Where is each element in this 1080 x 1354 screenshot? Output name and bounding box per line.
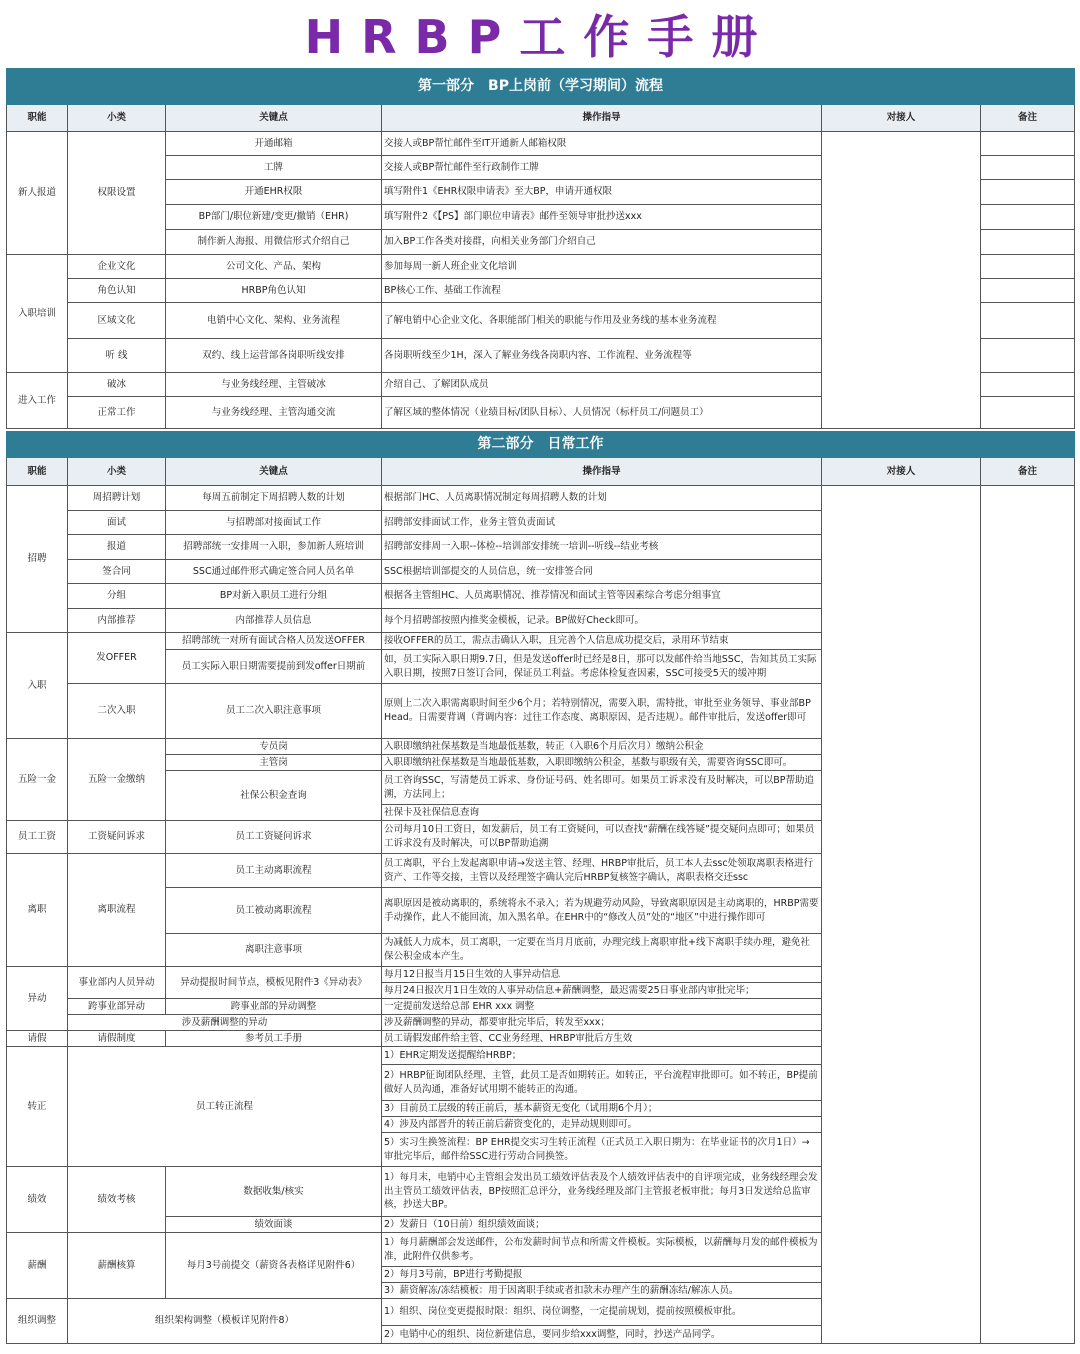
guide-cell: 介绍自己、了解团队成员 <box>382 373 822 397</box>
sub-cell: 破冰 <box>68 373 166 397</box>
guide-cell: 2）发薪日（10日前）组织绩效面谈； <box>382 1217 822 1233</box>
guide-cell: 参加每周一新人班企业文化培训 <box>382 255 822 279</box>
note-cell <box>981 180 1075 205</box>
func-cell: 五险一金 <box>7 739 68 821</box>
note-cell <box>981 373 1075 397</box>
key-cell: 与业务线经理、主管破冰 <box>166 373 382 397</box>
sub-cell: 薪酬核算 <box>68 1233 166 1299</box>
guide-cell: 公司每月10日工资日，如发薪后，员工有工资疑问，可以查找“薪酬在线答疑”提交疑问点即可；如果员工诉求没有及时解决，可以BP帮助追溯 <box>382 821 822 854</box>
guide-cell: 入职即缴纳社保基数是当地最低基数，转正（入职6个月后次月）缴纳公积金 <box>382 739 822 755</box>
guide-cell: 了解电销中心企业文化、各职能部门相关的职能与作用及业务线的基本业务流程 <box>382 303 822 339</box>
col-header: 小类 <box>68 458 166 486</box>
note-cell <box>981 303 1075 339</box>
key-cell: 异动提报时间节点，模板见附件3《异动表》 <box>166 967 382 999</box>
key-cell: 绩效面谈 <box>166 1217 382 1233</box>
key-cell: 电销中心文化、架构、业务流程 <box>166 303 382 339</box>
guide-cell: 接收OFFER的员工，需点击确认入职，且完善个人信息成功提交后，录用环节结束 <box>382 633 822 650</box>
contact-cell <box>822 486 981 1344</box>
guide-cell: 如，员工实际入职日期9.7日，但是发送offer时已经是8日，那可以发邮件给当地SSC，告知其员工实际入职日期，按照7日签订合同，保证员工利益。考虑体检复查因素，SSC可接受5天的缓冲期 <box>382 650 822 684</box>
sub-cell: 发OFFER <box>68 633 166 684</box>
section-title: 第一部分 BP上岗前（学习期间）流程 <box>7 69 1075 105</box>
guide-cell: 招聘部安排面试工作，业务主管负责面试 <box>382 511 822 535</box>
func-cell: 员工工资 <box>7 821 68 854</box>
key-cell: SSC通过邮件形式确定签合同人员名单 <box>166 560 382 584</box>
sub-cell: 权限设置 <box>68 132 166 255</box>
sub-cell: 分组 <box>68 584 166 609</box>
key-cell: 参考员工手册 <box>166 1031 382 1047</box>
guide-cell: 离职原因是被动离职的，系统将永不录入；若为规避劳动风险，导致离职原因是主动离职的，HRBP需要手动操作，此人不能回流，加入黑名单。在EHR中的“修改人员”处的“地区”中进行操作即可 <box>382 888 822 934</box>
key-cell: 员工实际入职日期需要提前到发offer日期前 <box>166 650 382 684</box>
sub-cell: 报道 <box>68 535 166 560</box>
func-cell: 离职 <box>7 854 68 967</box>
col-header: 对接人 <box>822 458 981 486</box>
sub-cell: 五险一金缴纳 <box>68 739 166 821</box>
note-cell <box>981 205 1075 230</box>
key-cell: 每周五前制定下周招聘人数的计划 <box>166 486 382 511</box>
col-header: 备注 <box>981 458 1075 486</box>
func-cell: 请假 <box>7 1031 68 1047</box>
note-cell <box>981 230 1075 255</box>
part1-table <box>6 68 1075 429</box>
sub-cell: 事业部内人员异动 <box>68 967 166 999</box>
key-cell: 开通邮箱 <box>166 132 382 156</box>
key-cell: 制作新人海报、用微信形式介绍自己 <box>166 230 382 255</box>
key-cell: 每月3号前提交（薪资各表格详见附件6） <box>166 1233 382 1299</box>
key-cell: 涉及薪酬调整的异动 <box>68 1015 382 1031</box>
key-cell: 离职注意事项 <box>166 934 382 967</box>
guide-cell: 招聘部安排周一入职--体检--培训部安排统一培训--听线--结业考核 <box>382 535 822 560</box>
func-cell: 绩效 <box>7 1167 68 1233</box>
guide-cell: 社保卡及社保信息查询 <box>382 805 822 821</box>
func-cell: 入职培训 <box>7 255 68 373</box>
key-cell: 员工工资疑问诉求 <box>166 821 382 854</box>
sub-cell: 跨事业部异动 <box>68 999 166 1015</box>
sub-cell: 面试 <box>68 511 166 535</box>
guide-cell: BP核心工作、基础工作流程 <box>382 279 822 303</box>
key-cell: 专员岗 <box>166 739 382 755</box>
func-cell: 进入工作 <box>7 373 68 429</box>
note-cell <box>981 279 1075 303</box>
guide-cell: 1）每月末，电销中心主管组会发出员工绩效评估表及个人绩效评估表中的自评项完成，业务线经理会发出主管员工绩效评估表，BP按照汇总评分，业务线经理及部门主管报老板审批；每月3日发送给总监审核，抄送大BP。 <box>382 1167 822 1217</box>
sub-cell: 二次入职 <box>68 684 166 739</box>
sub-cell: 绩效考核 <box>68 1167 166 1233</box>
guide-cell: 3）目前员工层级的转正前后，基本薪资无变化（试用期6个月）； <box>382 1101 822 1117</box>
sub-cell: 签合同 <box>68 560 166 584</box>
guide-cell: 根据各主管组HC、人员离职情况、推荐情况和面试主管等因素综合考虑分组事宜 <box>382 584 822 609</box>
key-cell: 员工转正流程 <box>68 1047 382 1167</box>
guide-cell: 2）HRBP征询团队经理、主管，此员工是否如期转正。如转正，平台流程审批即可。如不转正，BP提前做好人员沟通，准备好试用期不能转正的沟通。 <box>382 1065 822 1101</box>
guide-cell: 3）薪资解冻/冻结模板：用于因离职手续或者扣款未办理产生的薪酬冻结/解冻人员。 <box>382 1283 822 1299</box>
note-cell <box>981 255 1075 279</box>
key-cell: 公司文化、产品、架构 <box>166 255 382 279</box>
note-cell <box>981 156 1075 180</box>
col-header: 操作指导 <box>382 105 822 132</box>
part2-table <box>6 431 1075 1344</box>
func-cell: 招聘 <box>7 486 68 633</box>
key-cell: 员工主动离职流程 <box>166 854 382 888</box>
func-cell: 新人报道 <box>7 132 68 255</box>
col-header: 职能 <box>7 458 68 486</box>
contact-cell <box>822 132 981 429</box>
col-header: 操作指导 <box>382 458 822 486</box>
key-cell: 员工被动离职流程 <box>166 888 382 934</box>
sub-cell: 角色认知 <box>68 279 166 303</box>
key-cell: 开通EHR权限 <box>166 180 382 205</box>
sub-cell: 区域文化 <box>68 303 166 339</box>
guide-cell: 涉及薪酬调整的异动，都要审批完毕后，转发至xxx； <box>382 1015 822 1031</box>
key-cell: 主管岗 <box>166 755 382 771</box>
guide-cell: 交接人或BP帮忙邮件至IT开通新人邮箱权限 <box>382 132 822 156</box>
guide-cell: 1）每月薪酬部会发送邮件，公布发薪时间节点和所需文件模板。实际模板，以薪酬每月发的邮件模板为准，此附件仅供参考。 <box>382 1233 822 1267</box>
key-cell: 与招聘部对接面试工作 <box>166 511 382 535</box>
key-cell: 内部推荐人员信息 <box>166 609 382 633</box>
guide-cell: 一定提前发送给总部 EHR xxx 调整 <box>382 999 822 1015</box>
col-header: 关键点 <box>166 458 382 486</box>
sub-cell: 内部推荐 <box>68 609 166 633</box>
guide-cell: 每个月招聘部按照内推奖金模板，记录。BP做好Check即可。 <box>382 609 822 633</box>
guide-cell: 4）涉及内部晋升的转正前后薪资变化的，走异动规则即可。 <box>382 1117 822 1133</box>
guide-cell: 加入BP工作各类对接群，向相关业务部门介绍自己 <box>382 230 822 255</box>
guide-cell: 交接人或BP帮忙邮件至行政制作工牌 <box>382 156 822 180</box>
note-cell <box>981 339 1075 373</box>
guide-cell: 2）每月3号前，BP进行考勤提报 <box>382 1267 822 1283</box>
col-header: 对接人 <box>822 105 981 132</box>
guide-cell: 为减低人力成本，员工离职，一定要在当月月底前，办理完线上离职审批+线下离职手续办理，避免社保公积金成本产生。 <box>382 934 822 967</box>
key-cell: 双约、线上运营部各岗职听线安排 <box>166 339 382 373</box>
func-cell: 入职 <box>7 633 68 739</box>
key-cell: HRBP角色认知 <box>166 279 382 303</box>
guide-cell: 了解区域的整体情况（业绩目标/团队目标）、人员情况（标杆员工/问题员工） <box>382 397 822 429</box>
func-cell: 异动 <box>7 967 68 1031</box>
col-header: 备注 <box>981 105 1075 132</box>
sub-cell: 正常工作 <box>68 397 166 429</box>
note-cell <box>981 132 1075 156</box>
key-cell: 招聘部统一安排周一入职，参加新人班培训 <box>166 535 382 560</box>
guide-cell: 每月12日报当月15日生效的人事异动信息 <box>382 967 822 983</box>
guide-cell: 填写附件2《【PS】部门职位申请表》邮件至领导审批抄送xxx <box>382 205 822 230</box>
guide-cell: 员工咨询SSC，写清楚员工诉求、身份证号码、姓名即可。如果员工诉求没有及时解决，可以BP帮助追溯，方法同上； <box>382 771 822 805</box>
key-cell: 组织架构调整（模板详见附件8） <box>68 1299 382 1344</box>
key-cell: BP部门/职位新建/变更/撤销（EHR) <box>166 205 382 230</box>
guide-cell: 每月24日报次月1日生效的人事异动信息+薪酬调整，最迟需要25日事业部内审批完毕； <box>382 983 822 999</box>
sub-cell: 离职流程 <box>68 854 166 967</box>
page-title: HRBP工作手册 <box>304 10 776 64</box>
func-cell: 组织调整 <box>7 1299 68 1344</box>
guide-cell: 原则上二次入职需离职时间至少6个月；若特别情况，需要入职，需特批，审批至业务领导、事业部BP Head。日需要背调（背调内容：过往工作态度、离职原因、是否违规）。邮件审批后，发送offer即可 <box>382 684 822 739</box>
sub-cell: 听 线 <box>68 339 166 373</box>
guide-cell: 2）电销中心的组织、岗位新建信息，要同步给xxx调整，同时，抄送产品同学。 <box>382 1326 822 1344</box>
key-cell: 与业务线经理、主管沟通交流 <box>166 397 382 429</box>
guide-cell: SSC根据培训部提交的人员信息，统一安排签合同 <box>382 560 822 584</box>
col-header: 关键点 <box>166 105 382 132</box>
key-cell: 数据收集/核实 <box>166 1167 382 1217</box>
guide-cell: 5）实习生换签流程：BP EHR提交实习生转正流程（正式员工入职日期为：在毕业证书的次月1日）→审批完毕后，邮件给SSC进行劳动合同换签。 <box>382 1133 822 1167</box>
guide-cell: 填写附件1《EHR权限申请表》至大BP，申请开通权限 <box>382 180 822 205</box>
guide-cell: 员工离职，平台上发起离职申请→发送主管、经理、HRBP审批后，员工本人去ssc处领取离职表格进行资产、工作等交接，主管以及经理签字确认完后HRBP复核签字确认，离职表格交还ssc <box>382 854 822 888</box>
sub-cell: 请假制度 <box>68 1031 166 1047</box>
col-header: 小类 <box>68 105 166 132</box>
guide-cell: 各岗职听线至少1H，深入了解业务线各岗职内容、工作流程、业务流程等 <box>382 339 822 373</box>
note-cell <box>981 397 1075 429</box>
sub-cell: 企业文化 <box>68 255 166 279</box>
key-cell: 工牌 <box>166 156 382 180</box>
key-cell: BP对新入职员工进行分组 <box>166 584 382 609</box>
sub-cell: 工资疑问诉求 <box>68 821 166 854</box>
section-title: 第二部分 日常工作 <box>7 432 1075 458</box>
col-header: 职能 <box>7 105 68 132</box>
guide-cell: 根据部门HC、人员离职情况制定每周招聘人数的计划 <box>382 486 822 511</box>
guide-cell: 员工请假发邮件给主管、CC业务经理、HRBP审批后方生效 <box>382 1031 822 1047</box>
func-cell: 薪酬 <box>7 1233 68 1299</box>
func-cell: 转正 <box>7 1047 68 1167</box>
note-cell <box>981 486 1075 1344</box>
sub-cell: 周招聘计划 <box>68 486 166 511</box>
guide-cell: 1）组织、岗位变更提报时限：组织、岗位调整，一定提前规划，提前按照模板审批。 <box>382 1299 822 1326</box>
key-cell: 社保公积金查询 <box>166 771 382 821</box>
guide-cell: 入职即缴纳社保基数是当地最低基数，入职即缴纳公积金，基数与职级有关，需要咨询SSC即可。 <box>382 755 822 771</box>
key-cell: 招聘部统一对所有面试合格人员发送OFFER <box>166 633 382 650</box>
key-cell: 跨事业部的异动调整 <box>166 999 382 1015</box>
guide-cell: 1）EHR定期发送提醒给HRBP； <box>382 1047 822 1065</box>
key-cell: 员工二次入职注意事项 <box>166 684 382 739</box>
